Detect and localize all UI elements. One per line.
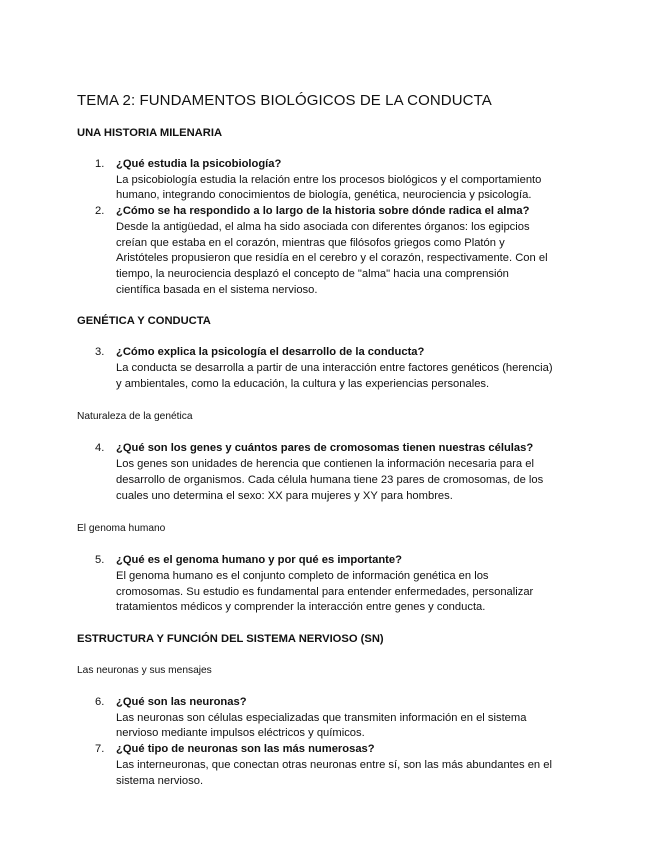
list-item — [77, 204, 582, 298]
answer-line: Los genes son unidades de herencia que contienen la información necesaria para el — [116, 458, 534, 471]
answer-line: El genoma humano es el conjunto completo de información genética en los — [116, 569, 489, 582]
subheading-neuronas: Las neuronas y sus mensajes — [77, 665, 212, 677]
list-item — [77, 345, 582, 392]
list-item — [77, 742, 582, 789]
answer-line: Las interneuronas, que conectan otras neuronas entre sí, son las más abundantes en el — [116, 758, 552, 771]
list-item — [77, 553, 582, 616]
answer-line: nervioso mediante impulsos eléctricos y químicos. — [116, 727, 365, 740]
section-heading-historia: UNA HISTORIA MILENARIA — [77, 127, 223, 139]
question-text: ¿Qué son las neuronas? — [116, 696, 247, 709]
section-heading-sistema-nervioso: ESTRUCTURA Y FUNCIÓN DEL SISTEMA NERVIOSO (SN) — [77, 633, 384, 646]
answer-line: La psicobiología estudia la relación entre los procesos biológicos y el comportamiento — [116, 173, 542, 186]
list-item — [77, 695, 582, 742]
question-text: ¿Qué tipo de neuronas son las más numerosas? — [116, 743, 375, 756]
item-number: 1. — [95, 158, 105, 170]
answer-line: tiempo, la neurociencia desplazó el concepto de "alma" hacia una comprensión — [116, 267, 509, 280]
item-number: 4. — [95, 442, 105, 455]
question-text: ¿Cómo explica la psicología el desarrollo de la conducta? — [116, 346, 425, 359]
item-number: 2. — [95, 205, 105, 218]
item-number: 3. — [95, 346, 105, 359]
answer-line: desarrollo de organismos. Cada célula humana tiene 23 pares de cromosomas, de los — [116, 473, 544, 486]
document-title: TEMA 2: FUNDAMENTOS BIOLÓGICOS DE LA CONDUCTA — [77, 92, 492, 109]
answer-line: Las neuronas son células especializadas que transmiten información en el sistema — [116, 711, 527, 724]
answer-line: creían que estaba en el corazón, mientras que filósofos griegos como Platón y — [116, 236, 505, 249]
question-text: ¿Qué son los genes y cuántos pares de cromosomas tienen nuestras células? — [116, 442, 534, 455]
question-list-neuronas — [77, 695, 582, 789]
answer-line: La conducta se desarrolla a partir de una interacción entre factores genéticos (herencia) — [116, 362, 553, 375]
question-list-genetica — [77, 345, 582, 392]
question-text: ¿Cómo se ha respondido a lo largo de la historia sobre dónde radica el alma? — [116, 205, 530, 218]
answer-line: y ambientales, como la educación, la cultura y las experiencias personales. — [116, 377, 490, 390]
question-list-genoma — [77, 553, 582, 616]
list-item — [77, 157, 582, 204]
answer-line: Aristóteles propusieron que residía en el cerebro y el corazón, respectivamente. Con el — [116, 252, 548, 265]
answer-line: cromosomas. Su estudio es fundamental para entender enfermedades, personalizar — [116, 585, 534, 598]
answer-line: científica basada en el sistema nervioso. — [116, 283, 318, 296]
question-list-naturaleza — [77, 441, 582, 504]
question-text: ¿Qué estudia la psicobiología? — [116, 158, 282, 170]
question-list-historia — [77, 157, 582, 298]
list-item — [77, 441, 582, 504]
subheading-genoma-humano: El genoma humano — [77, 523, 166, 535]
answer-line: tratamientos médicos y comprender la interacción entre genes y conducta. — [116, 601, 486, 614]
section-heading-genetica: GENÉTICA Y CONDUCTA — [77, 315, 211, 328]
document-page — [77, 92, 582, 789]
answer-line: Desde la antigüedad, el alma ha sido asociada con diferentes órganos: los egipcios — [116, 220, 530, 233]
item-number: 6. — [95, 696, 105, 709]
answer-line: sistema nervioso. — [116, 774, 204, 787]
question-text: ¿Qué es el genoma humano y por qué es importante? — [116, 554, 402, 567]
answer-line: cuales uno determina el sexo: XX para mujeres y XY para hombres. — [116, 489, 453, 502]
answer-line: humano, integrando conocimientos de biología, genética, neurociencia y psicología. — [116, 189, 532, 202]
item-number: 7. — [95, 743, 105, 756]
subheading-naturaleza-genetica: Naturaleza de la genética — [77, 411, 193, 423]
item-number: 5. — [95, 554, 105, 567]
